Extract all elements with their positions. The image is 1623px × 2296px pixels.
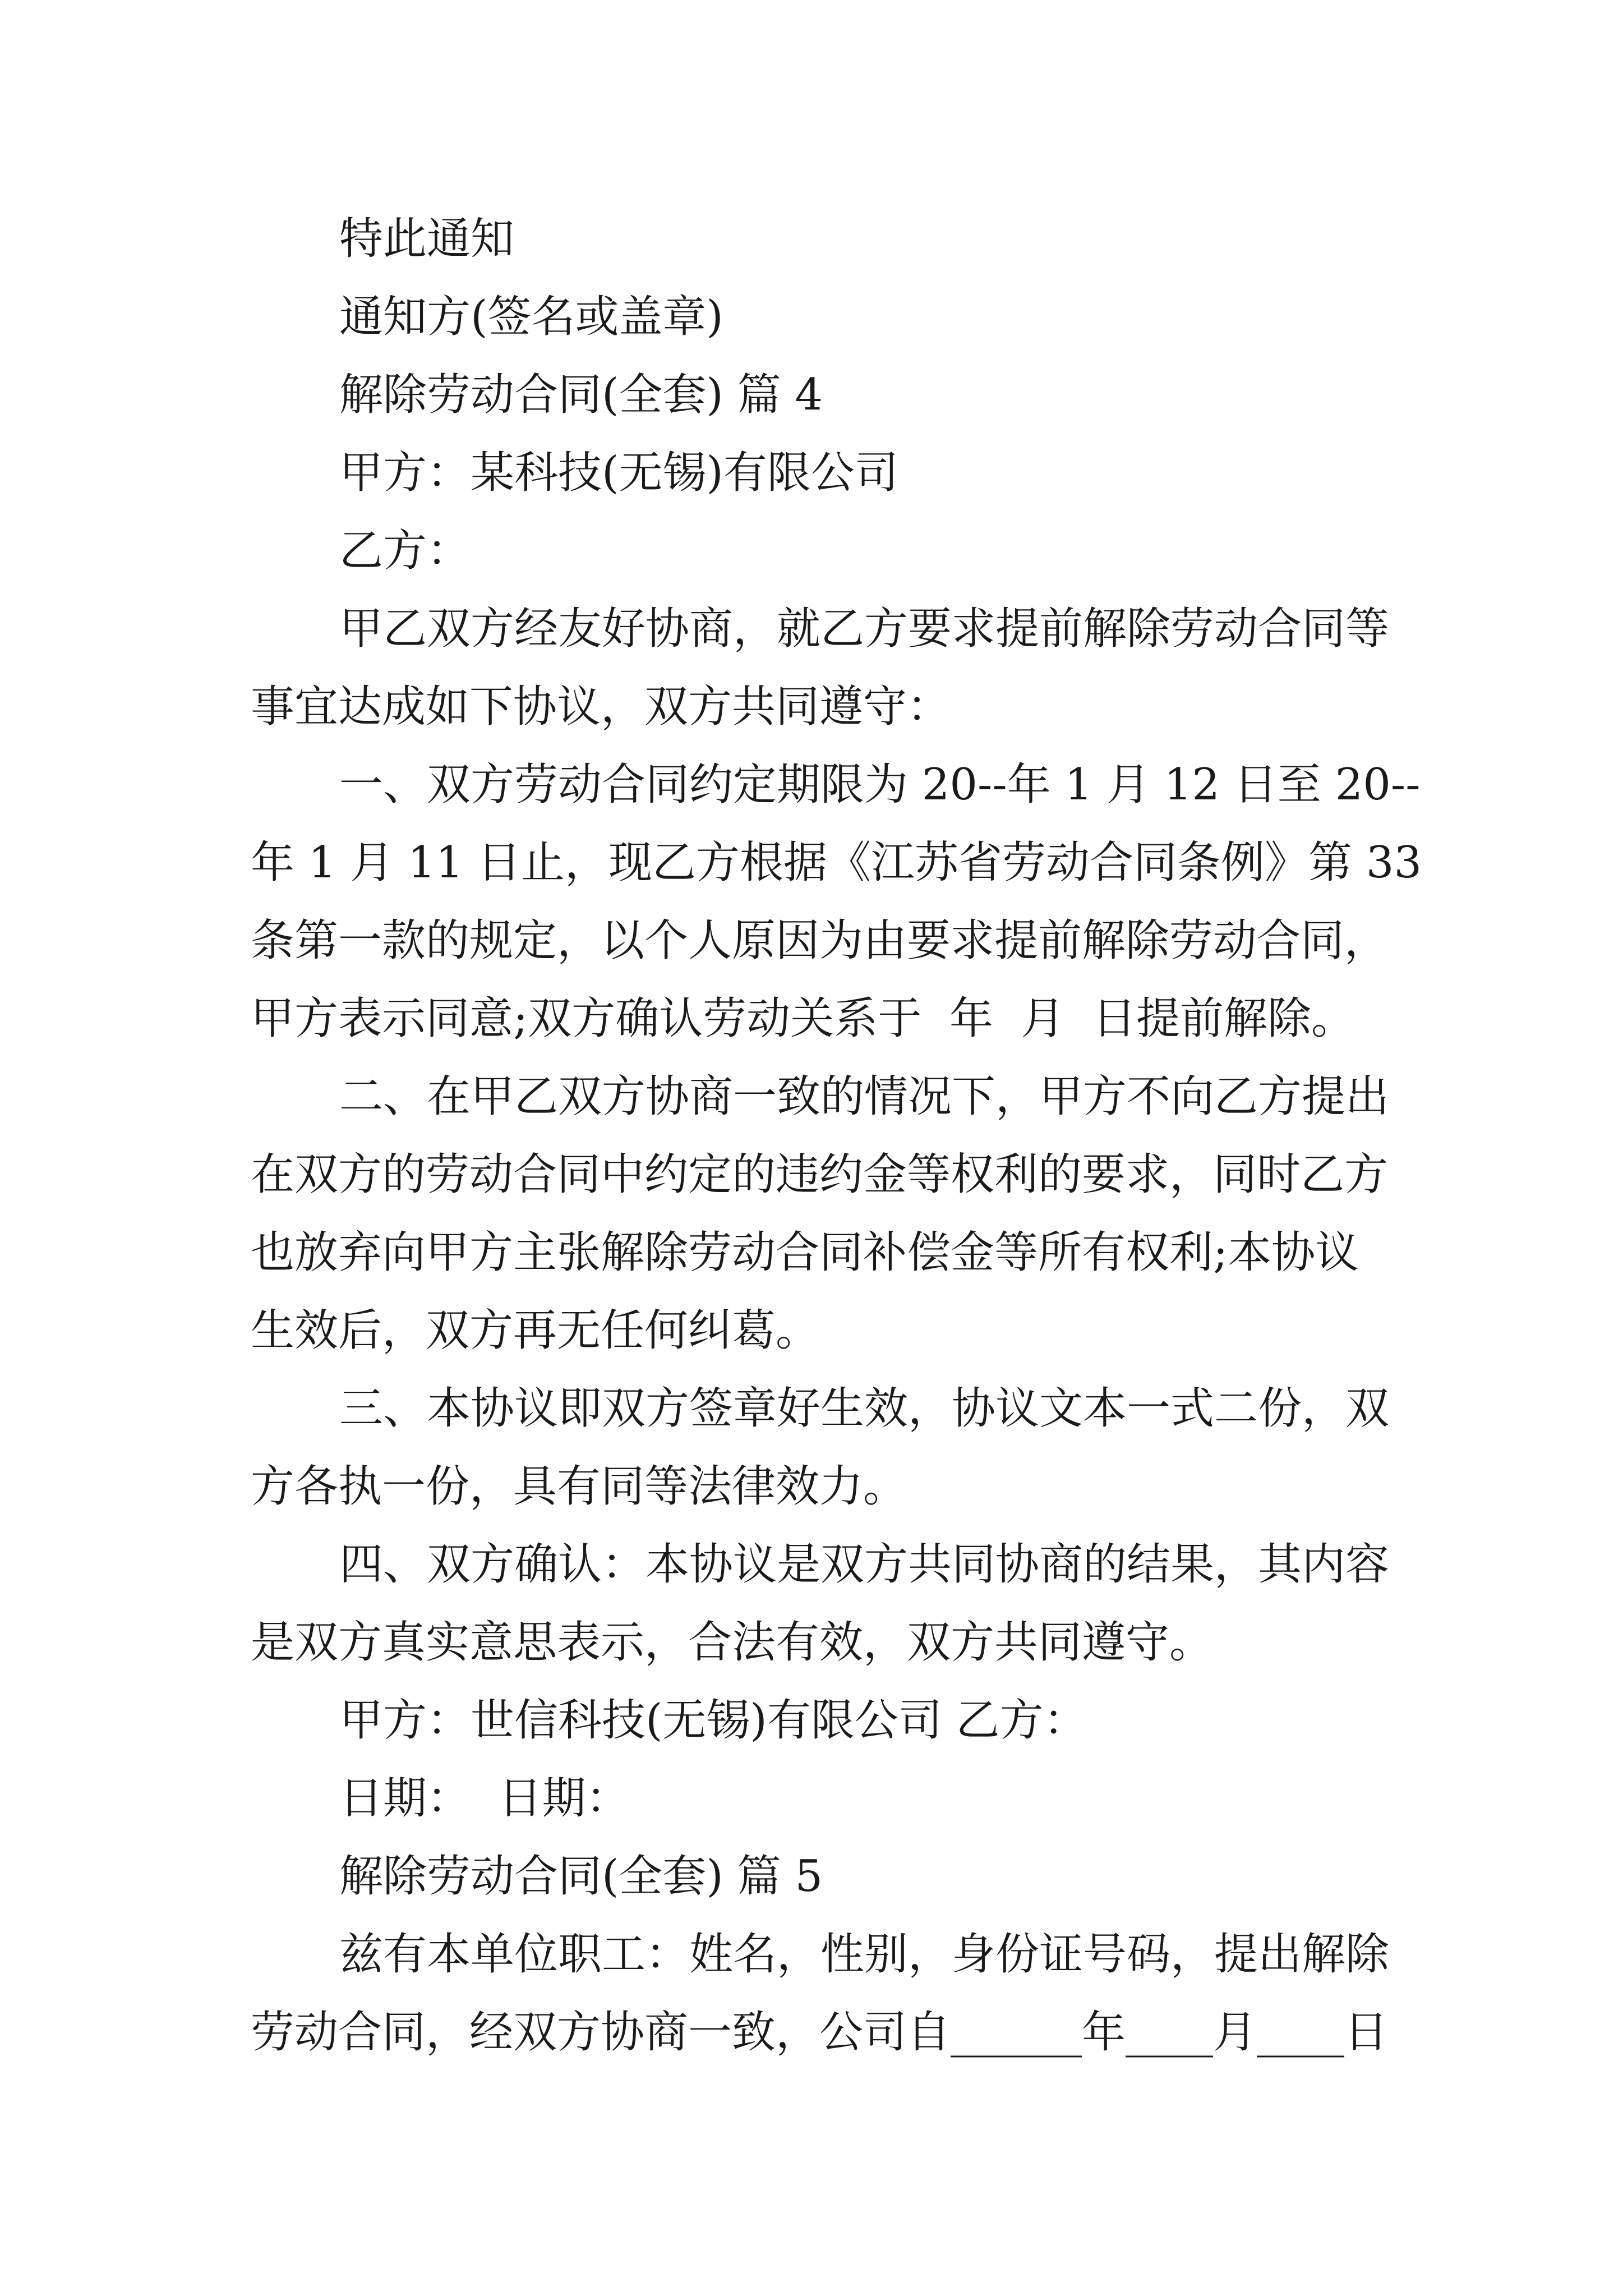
document-text-block xyxy=(251,200,1541,2072)
clause-3-line: 三、本协议即双方签章好生效，协议文本一式二份，双 xyxy=(339,1383,1390,1434)
party-a-line: 甲方：某科技(无锡)有限公司 xyxy=(339,448,898,498)
section-4-heading: 解除劳动合同(全套) 篇 4 xyxy=(339,370,823,420)
clause-2-line: 也放弃向甲方主张解除劳动合同补偿金等所有权利;本协议 xyxy=(251,1227,1359,1278)
clause-1-line: 甲方表示同意;双方确认劳动关系于 年 月 日提前解除。 xyxy=(251,993,1355,1044)
clause-1-line: 年 1 月 11 日止，现乙方根据《江苏省劳动合同条例》第 33 xyxy=(251,838,1422,888)
clause-1-line: 一、双方劳动合同约定期限为 20--年 1 月 12 日至 20-- xyxy=(339,760,1421,810)
clause-1-line: 条第一款的规定，以个人原因为由要求提前解除劳动合同， xyxy=(251,915,1389,966)
clause-3-line: 方各执一份，具有同等法律效力。 xyxy=(251,1461,907,1512)
party-b-line: 乙方： xyxy=(339,526,471,576)
closing-notice-text: 特此通知 xyxy=(339,214,515,264)
signature-parties-line: 甲方：世信科技(无锡)有限公司 乙方： xyxy=(339,1695,1087,1746)
signature-dates-line: 日期： 日期： xyxy=(339,1773,630,1824)
clause-4-line: 是双方真实意思表示，合法有效，双方共同遵守。 xyxy=(251,1617,1214,1668)
body-text-line: 劳动合同，经双方协商一致，公司自______年____月____日 xyxy=(251,2007,1389,2058)
body-text-line: 事宜达成如下协议，双方共同遵守： xyxy=(251,682,951,732)
clause-2-line: 在双方的劳动合同中约定的违约金等权利的要求，同时乙方 xyxy=(251,1149,1389,1200)
clause-4-line: 四、双方确认：本协议是双方共同协商的结果，其内容 xyxy=(339,1539,1390,1590)
notifier-signature-line: 通知方(签名或盖章) xyxy=(339,292,723,342)
section-5-heading: 解除劳动合同(全套) 篇 5 xyxy=(339,1851,823,1902)
clause-2-line: 二、在甲乙双方协商一致的情况下，甲方不向乙方提出 xyxy=(339,1071,1390,1122)
body-text-line: 兹有本单位职工：姓名，性别，身份证号码，提出解除 xyxy=(339,1929,1390,1980)
body-text-line: 甲乙双方经友好协商，就乙方要求提前解除劳动合同等 xyxy=(339,604,1390,654)
clause-2-line: 生效后，双方再无任何纠葛。 xyxy=(251,1305,820,1356)
